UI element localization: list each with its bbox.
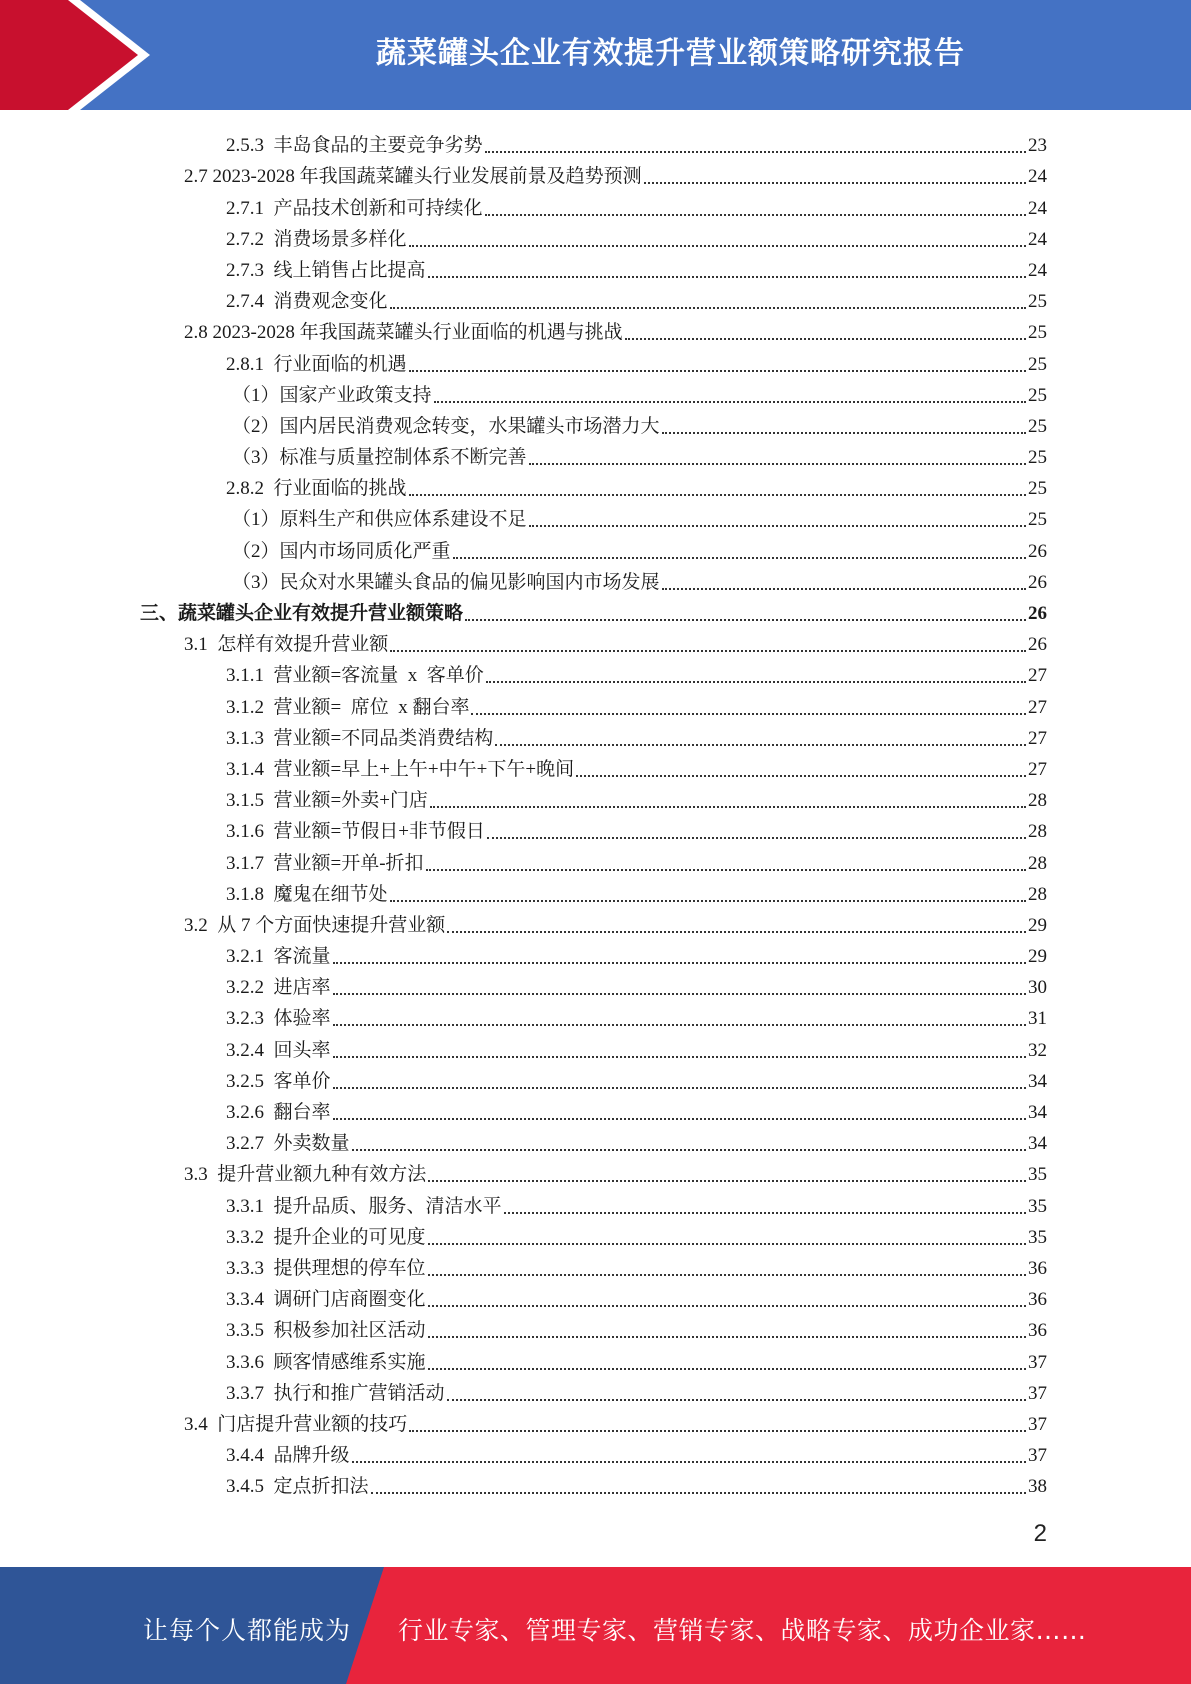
toc-entry-label: 3.3.4 调研门店商圈变化 [226,1289,426,1311]
toc-entry-page: 36 [1028,1289,1047,1311]
toc-dot-leader [576,775,1026,777]
toc-entry-label: 3.1.8 魔鬼在细节处 [226,883,388,905]
toc-entry-label: 3.3.1 提升品质、服务、清洁水平 [226,1195,502,1217]
toc-entry[interactable] [140,1187,1047,1218]
toc-entry-page: 29 [1028,946,1047,968]
toc-dot-leader [333,962,1026,964]
toc-entry[interactable] [140,969,1047,1000]
toc-entry[interactable] [140,532,1047,563]
toc-entry-label: 3.1.1 营业额=客流量 x 客单价 [226,665,484,687]
toc-entry-page: 35 [1028,1164,1047,1186]
toc-dot-leader [453,557,1026,559]
toc-dot-leader [428,1336,1026,1338]
header-arrow-decoration [0,0,160,110]
toc-entry[interactable] [140,221,1047,252]
toc-dot-leader [390,307,1026,309]
toc-entry-label: 3.2.2 进店率 [226,977,331,999]
toc-entry-label: 2.5.3 丰岛食品的主要竞争劣势 [226,135,483,157]
toc-entry[interactable] [140,1156,1047,1187]
toc-entry-page: 27 [1028,727,1047,749]
toc-dot-leader [371,1492,1026,1494]
toc-dot-leader [504,1212,1026,1214]
toc-entry-page: 30 [1028,977,1047,999]
toc-dot-leader [486,681,1026,683]
toc-dot-leader [644,182,1026,184]
toc-entry[interactable] [140,1063,1047,1094]
toc-entry[interactable] [140,688,1047,719]
toc-entry[interactable] [140,938,1047,969]
toc-entry[interactable] [140,252,1047,283]
toc-entry-label: 2.7.3 线上销售占比提高 [226,259,426,281]
toc-entry-page: 29 [1028,914,1047,936]
toc-entry-page: 25 [1028,478,1047,500]
toc-entry-page: 32 [1028,1039,1047,1061]
toc-entry-label: 2.8 2023-2028 年我国蔬菜罐头行业面临的机遇与挑战 [184,322,623,344]
toc-entry-page: 37 [1028,1445,1047,1467]
toc-entry[interactable] [140,564,1047,595]
toc-entry-page: 37 [1028,1382,1047,1404]
toc-entry-page: 35 [1028,1195,1047,1217]
toc-dot-leader [333,1056,1026,1058]
toc-entry-page: 38 [1028,1476,1047,1498]
toc-entry-page: 36 [1028,1257,1047,1279]
toc-dot-leader [447,1399,1026,1401]
toc-entry[interactable] [140,1375,1047,1406]
toc-dot-leader [434,401,1026,403]
toc-entry[interactable] [140,657,1047,688]
toc-entry-label: 2.7.4 消费观念变化 [226,291,388,313]
toc-entry-page: 24 [1028,166,1047,188]
toc-entry-page: 24 [1028,197,1047,219]
toc-entry[interactable] [140,1406,1047,1437]
toc-entry[interactable] [140,158,1047,189]
toc-dot-leader [529,525,1026,527]
toc-dot-leader [662,432,1026,434]
footer-slogan-left: 让每个人都能成为 [143,1616,352,1645]
toc-entry-page: 26 [1028,540,1047,562]
toc-entry-label: 3.2.5 客单价 [226,1070,331,1092]
toc-entry[interactable] [140,751,1047,782]
toc-entry-label: 3.4.4 品牌升级 [226,1445,350,1467]
toc-entry-label: 3.4 门店提升营业额的技巧 [184,1413,408,1435]
toc-entry-label: （1）国家产业政策支持 [232,384,432,406]
toc-entry[interactable] [140,1468,1047,1499]
toc-entry-label: 3.2.6 翻台率 [226,1102,331,1123]
toc-entry-page: 25 [1028,353,1047,375]
toc-dot-leader [352,1461,1026,1463]
toc-entry-label: （3）标准与质量控制体系不断完善 [232,447,527,469]
toc-entry-page: 26 [1028,571,1047,593]
toc-dot-leader [352,1149,1026,1151]
toc-dot-leader [428,1368,1026,1370]
toc-entry[interactable] [140,1281,1047,1312]
toc-dot-leader [485,151,1026,153]
toc-entry-label: 3.3.7 执行和推广营销活动 [226,1382,445,1404]
toc-entry-label: 3.4.5 定点折扣法 [226,1476,369,1498]
toc-dot-leader [390,900,1026,902]
toc-entry-label: 3.1.4 营业额=早上+上午+中午+下午+晚间 [226,758,575,780]
toc-entry[interactable] [140,439,1047,470]
toc-entry[interactable] [140,377,1047,408]
toc-entry[interactable] [140,408,1047,439]
report-title: 蔬菜罐头企业有效提升营业额策略研究报告 [376,36,965,71]
toc-entry-page: 34 [1028,1102,1047,1123]
toc-entry[interactable] [140,844,1047,875]
toc-entry-label: 3.3.2 提升企业的可见度 [226,1226,426,1248]
toc-entry-page: 28 [1028,852,1047,874]
toc-entry-page: 28 [1028,883,1047,905]
toc-entry-label: 2.7.2 消费场景多样化 [226,228,407,250]
toc-dot-leader [390,650,1026,652]
footer-slogan-right: 行业专家、管理专家、营销专家、战略专家、成功企业家…… [398,1616,1087,1645]
toc-entry-page: 27 [1028,696,1047,718]
toc-dot-leader [447,931,1026,933]
toc-entry[interactable] [140,907,1047,938]
toc-entry-label: （2）国内居民消费观念转变，水果罐头市场潜力大 [232,415,660,437]
toc-dot-leader [465,619,1026,621]
toc-entry-page: 24 [1028,259,1047,281]
toc-entry-label: 2.8.1 行业面临的机遇 [226,353,407,375]
toc-dot-leader [333,993,1026,995]
toc-entry-page: 25 [1028,322,1047,344]
toc-entry[interactable] [140,283,1047,314]
toc-entry-label: （1）原料生产和供应体系建设不足 [232,509,527,531]
toc-entry[interactable] [140,1219,1047,1250]
toc-entry[interactable] [140,1031,1047,1062]
toc-entry-label: 3.1 怎样有效提升营业额 [184,634,389,656]
toc-dot-leader [428,276,1026,278]
toc-entry[interactable] [140,1000,1047,1031]
page-number: 2 [1033,1520,1047,1547]
toc-entry-label: 3.1.2 营业额= 席位 x 翻台率 [226,696,470,718]
toc-entry-page: 25 [1028,415,1047,437]
toc-entry[interactable] [140,127,1047,158]
toc-entry-page: 31 [1028,1008,1047,1030]
toc-dot-leader [428,1243,1026,1245]
table-of-contents [140,127,1047,1499]
toc-entry[interactable] [140,876,1047,907]
toc-entry[interactable] [140,782,1047,813]
toc-entry-page: 26 [1028,634,1047,656]
toc-dot-leader [409,494,1026,496]
toc-entry-page: 27 [1028,665,1047,687]
toc-entry-label: 三、蔬菜罐头企业有效提升营业额策略 [140,603,464,624]
toc-entry[interactable] [140,1094,1047,1125]
toc-entry-page: 27 [1028,758,1047,780]
toc-entry-page: 35 [1028,1226,1047,1248]
toc-entry-label: 3.3.5 积极参加社区活动 [226,1320,426,1342]
toc-entry-label: 2.7.1 产品技术创新和可持续化 [226,197,483,219]
header-band [0,0,1191,110]
toc-entry-label: 3.2.1 客流量 [226,946,331,968]
toc-dot-leader [333,1024,1026,1026]
toc-entry-page: 28 [1028,790,1047,812]
toc-entry[interactable] [140,314,1047,345]
toc-entry-page: 37 [1028,1413,1047,1435]
toc-entry[interactable] [140,1250,1047,1281]
toc-entry-page: 34 [1028,1070,1047,1092]
toc-dot-leader [471,713,1026,715]
toc-entry-page: 34 [1028,1133,1047,1155]
toc-entry-label: 3.1.3 营业额=不同品类消费结构 [226,727,494,749]
toc-entry-page: 24 [1028,228,1047,250]
toc-entry[interactable] [140,1343,1047,1374]
toc-dot-leader [428,1180,1026,1182]
toc-entry-label: 3.3.6 顾客情感维系实施 [226,1351,426,1373]
toc-entry[interactable] [140,189,1047,220]
toc-entry-label: 3.1.5 营业额=外卖+门店 [226,790,428,812]
toc-entry-label: 3.1.6 营业额=节假日+非节假日 [226,821,485,843]
toc-entry-page: 28 [1028,821,1047,843]
toc-entry-label: 2.8.2 行业面临的挑战 [226,478,407,500]
toc-entry-page: 26 [1028,603,1047,624]
toc-entry-label: 3.2.3 体验率 [226,1008,331,1030]
toc-entry-label: 3.3.3 提供理想的停车位 [226,1257,426,1279]
toc-entry-label: 3.1.7 营业额=开单-折扣 [226,852,424,874]
toc-dot-leader [625,338,1026,340]
toc-entry-page: 25 [1028,509,1047,531]
toc-entry[interactable] [140,345,1047,376]
toc-dot-leader [333,1118,1026,1120]
toc-dot-leader [485,214,1026,216]
toc-dot-leader [426,869,1026,871]
toc-entry[interactable] [140,501,1047,532]
toc-entry-page: 25 [1028,384,1047,406]
toc-entry-page: 36 [1028,1320,1047,1342]
toc-entry[interactable] [140,470,1047,501]
toc-entry-label: （3）民众对水果罐头食品的偏见影响国内市场发展 [232,571,660,593]
toc-entry[interactable] [140,626,1047,657]
toc-dot-leader [430,806,1026,808]
toc-entry[interactable] [140,595,1047,626]
toc-entry[interactable] [140,813,1047,844]
toc-entry-page: 25 [1028,291,1047,313]
toc-dot-leader [409,370,1026,372]
toc-entry-page: 23 [1028,135,1047,157]
toc-dot-leader [662,588,1026,590]
toc-entry-label: 2.7 2023-2028 年我国蔬菜罐头行业发展前景及趋势预测 [184,166,642,188]
toc-dot-leader [487,837,1026,839]
toc-dot-leader [428,1305,1026,1307]
toc-dot-leader [333,1087,1026,1089]
toc-dot-leader [529,463,1026,465]
toc-entry[interactable] [140,1437,1047,1468]
toc-dot-leader [428,1274,1026,1276]
toc-dot-leader [409,1430,1026,1432]
toc-entry-label: 3.2.7 外卖数量 [226,1133,350,1155]
toc-entry-page: 25 [1028,447,1047,469]
toc-entry-label: （2）国内市场同质化严重 [232,540,451,562]
toc-entry[interactable] [140,1125,1047,1156]
toc-entry-label: 3.3 提升营业额九种有效方法 [184,1164,427,1186]
toc-entry[interactable] [140,1312,1047,1343]
toc-dot-leader [495,744,1026,746]
toc-entry-page: 37 [1028,1351,1047,1373]
toc-entry[interactable] [140,720,1047,751]
toc-dot-leader [409,245,1026,247]
toc-entry-label: 3.2 从 7 个方面快速提升营业额 [184,914,446,936]
toc-entry-label: 3.2.4 回头率 [226,1039,331,1061]
